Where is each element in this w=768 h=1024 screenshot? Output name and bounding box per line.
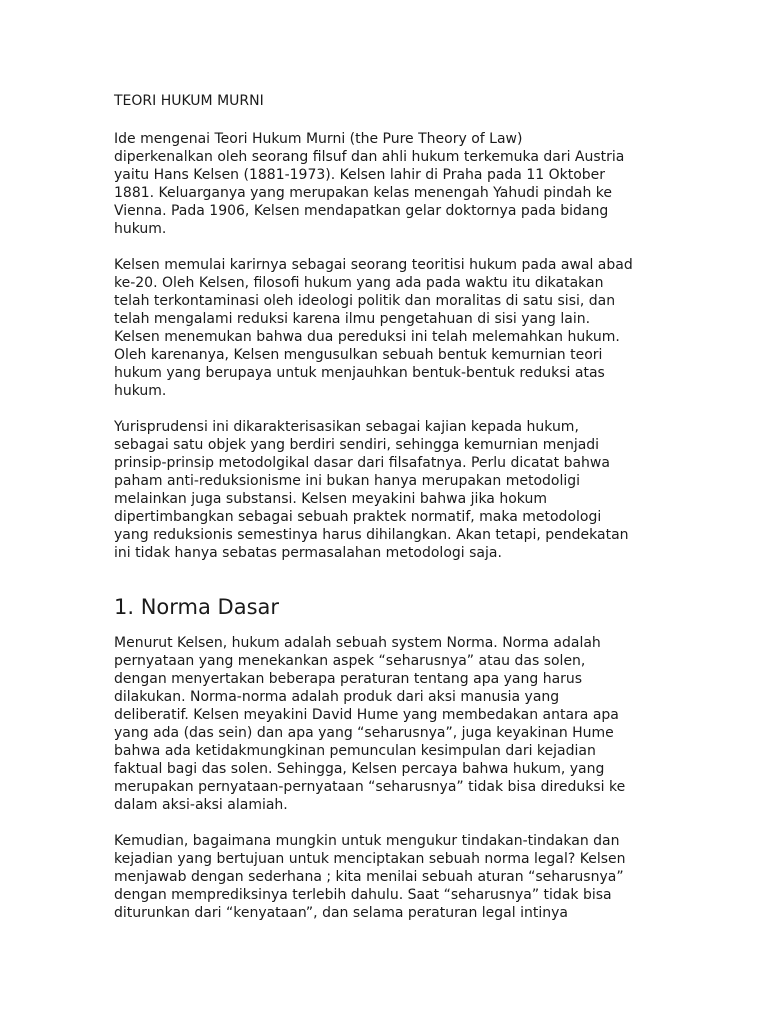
section-paragraph-2: Kemudian, bagaimana mungkin untuk mengukur tindakan-tindakan dan kejadian yang bertujuan untuk menciptakan sebuah norma legal? Kelsen menjawab dengan sederhana ; kita menilai sebuah aturan “seharusnya” dengan memprediksinya terlebih dahulu. Saat “seharusnya” tidak bisa diturunkan dari “kenyataan”, dan selama peraturan legal intinya — [114, 833, 626, 921]
paragraph-1: Ide mengenai Teori Hukum Murni (the Pure Theory of Law) diperkenalkan oleh seorang filsuf dan ahli hukum terkemuka dari Austria yaitu Hans Kelsen (1881-1973). Kelsen lahir di Praha pada 11 Oktober 1881. Keluarganya yang merupakan kelas menengah Yahudi pindah ke Vienna. Pada 1906, Kelsen mendapatkan gelar doktornya pada bidang hukum. — [114, 131, 625, 237]
paragraph-2: Kelsen memulai karirnya sebagai seorang teoritisi hukum pada awal abad ke-20. Oleh Kelsen, filosofi hukum yang ada pada waktu itu dikatakan telah terkontaminasi oleh ideologi politik dan moralitas di satu sisi, dan telah mengalami reduksi karena ilmu pengetahuan di sisi yang lain. Kelsen menemukan bahwa dua pereduksi ini telah melemahkan hukum. Oleh karenanya, Kelsen mengusulkan sebuah bentuk kemurnian teori hukum yang berupaya untuk menjauhkan bentuk-bentuk reduksi atas hukum. — [114, 257, 633, 399]
section-paragraph-1: Menurut Kelsen, hukum adalah sebuah system Norma. Norma adalah pernyataan yang menekankan aspek “seharusnya” atau das solen, dengan menyertakan beberapa peraturan tentang apa yang harus dilakukan. Norma-norma adalah produk dari aksi manusia yang deliberatif. Kelsen meyakini David Hume yang membedakan antara apa yang ada (das sein) dan apa yang “seharusnya”, juga keyakinan Hume bahwa ada ketidakmungkinan pemunculan kesimpulan dari kejadian faktual bagi das solen. Sehingga, Kelsen percaya bahwa hukum, yang merupakan pernyataan-pernyataan “seharusnya” tidak bisa direduksi ke dalam aksi-aksi alamiah. — [114, 635, 626, 813]
document-body — [114, 92, 662, 940]
paragraph-3: Yurisprudensi ini dikarakterisasikan sebagai kajian kepada hukum, sebagai satu objek yang berdiri sendiri, sehingga kemurnian menjadi prinsip-prinsip metodolgikal dasar dari filsafatnya. Perlu dicatat bahwa paham anti-reduksionisme ini bukan hanya merupakan metodoligi melainkan juga substansi. Kelsen meyakini bahwa jika hokum dipertimbangkan sebagai sebuah praktek normatif, maka metodologi yang reduksionis semestinya harus dihilangkan. Akan tetapi, pendekatan ini tidak hanya sebatas permasalahan metodologi saja. — [114, 419, 629, 561]
section-heading: 1. Norma Dasar — [114, 595, 280, 619]
document-title: TEORI HUKUM MURNI — [114, 93, 264, 109]
